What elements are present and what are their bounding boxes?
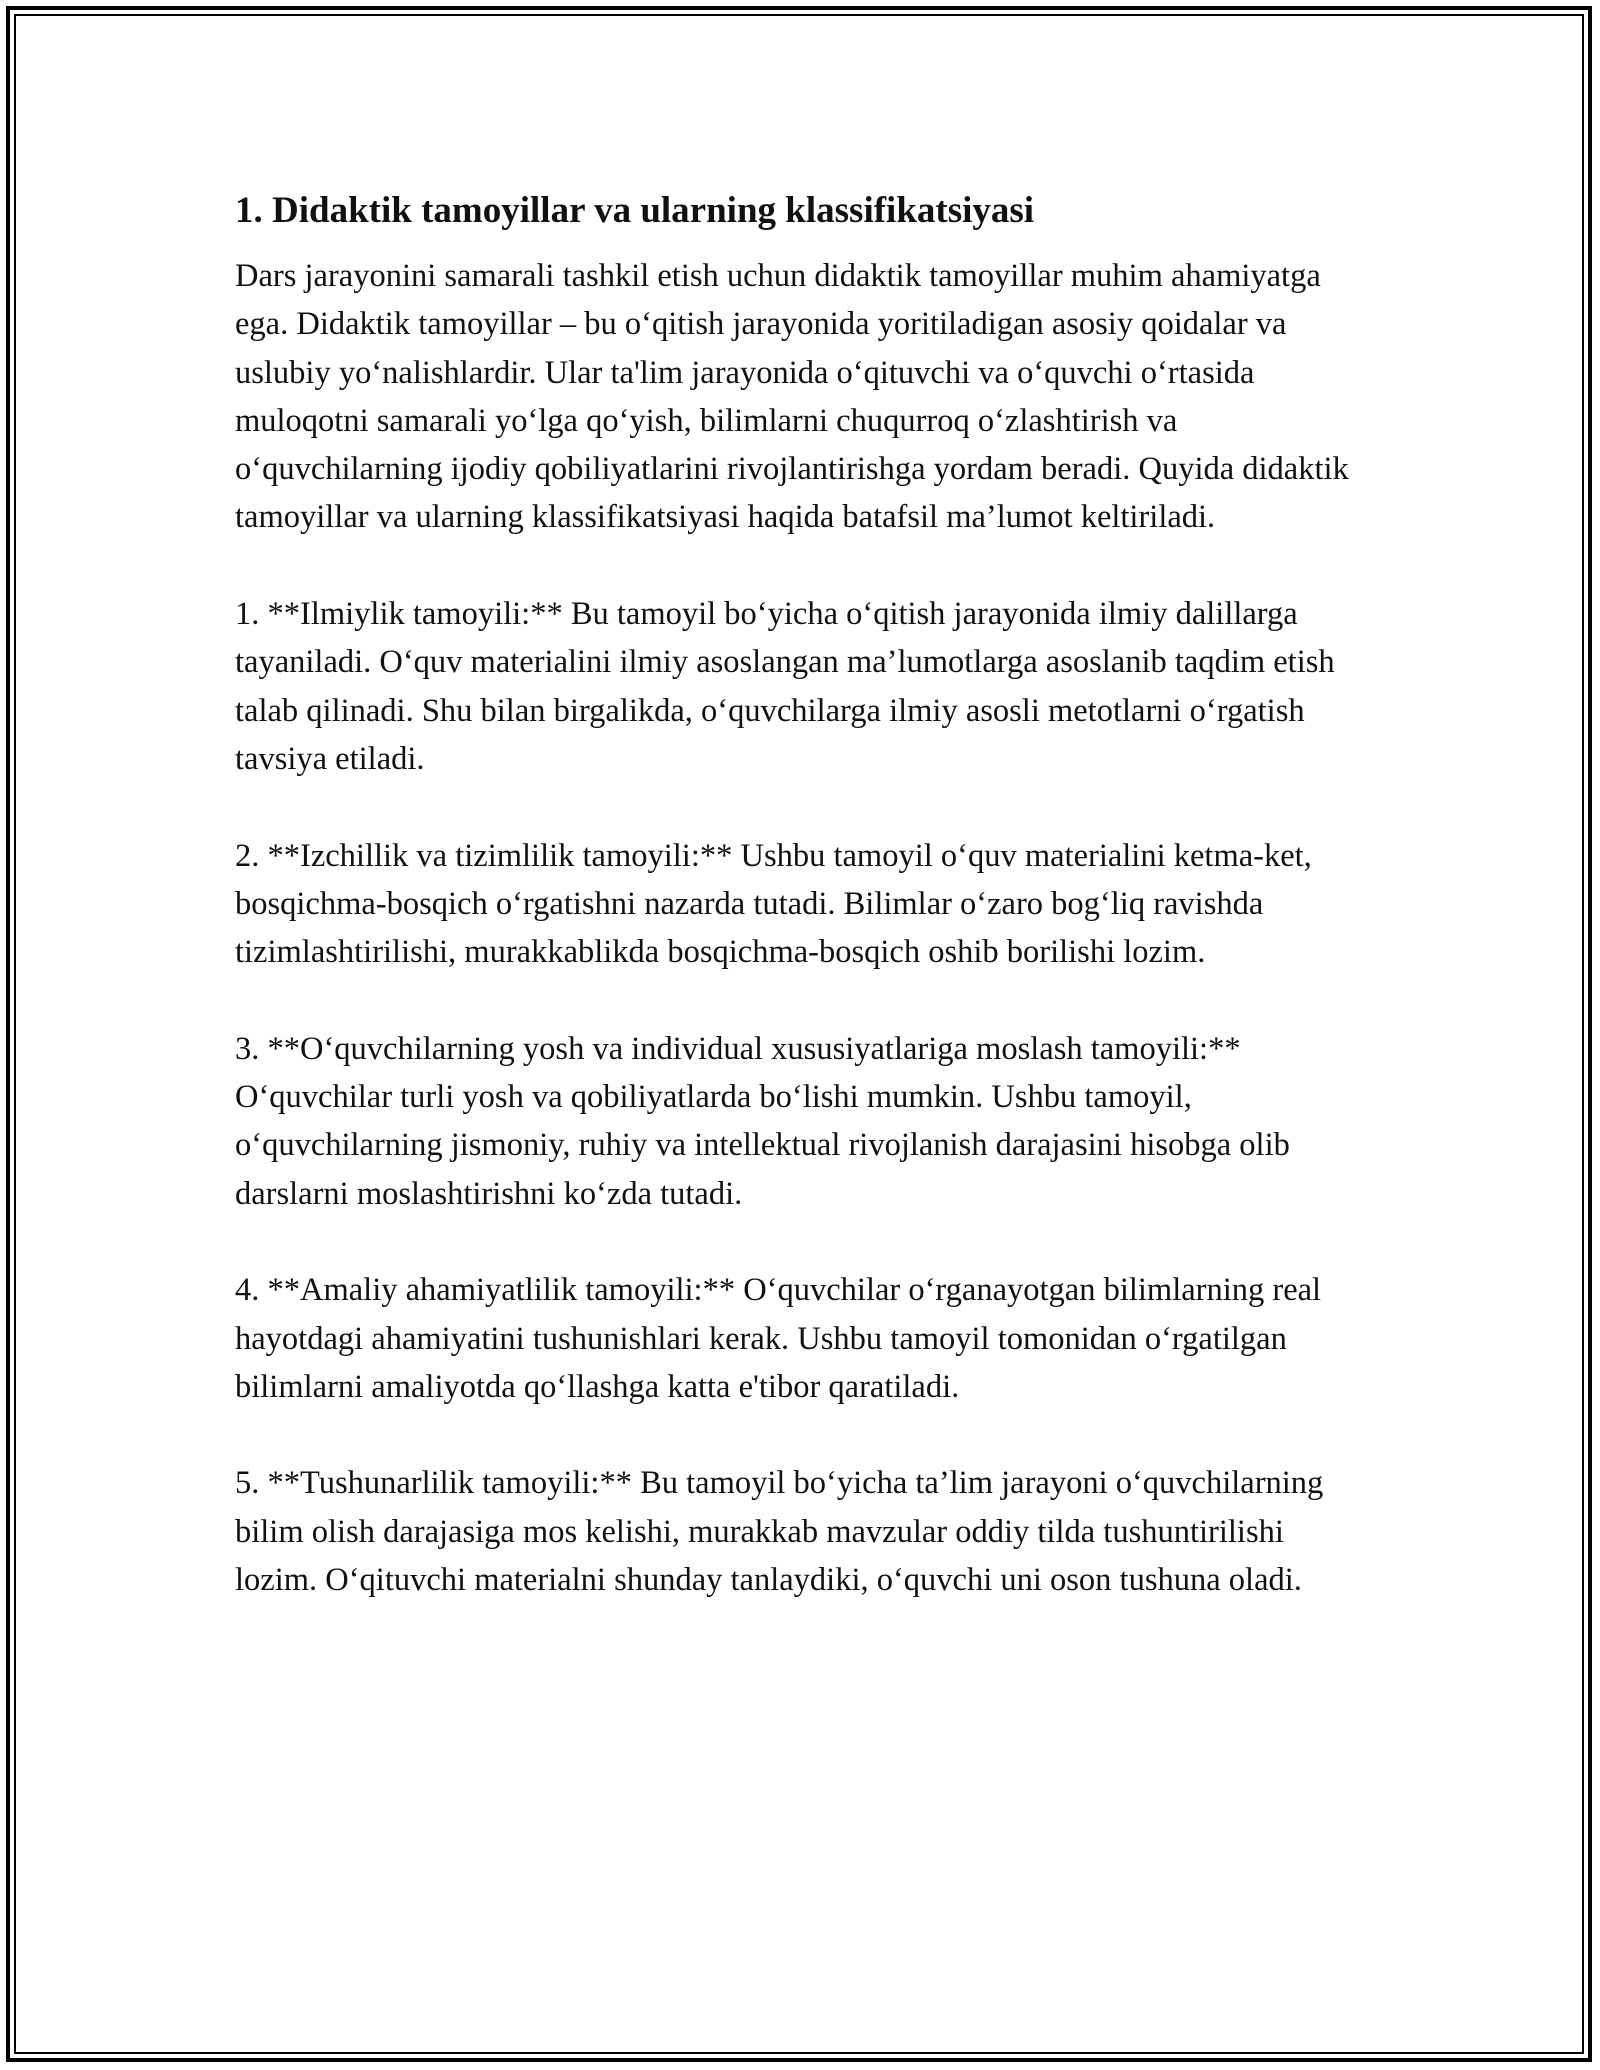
principle-paragraph-5: 5. **Tushunarlilik tamoyili:** Bu tamoyil bo‘yicha ta’lim jarayoni o‘quvchilarning bilim olish darajasiga mos kelishi, murakkab mavzular oddiy tilda tushuntirilishi lozim. O‘qituvchi materialni shunday tanlaydiki, o‘quvchi uni oson tushuna oladi. (235, 1465, 1324, 1599)
document-title: 1. Didaktik tamoyillar va ularning klassifikatsiyasi (235, 190, 1035, 231)
principle-paragraph-4: 4. **Amaliy ahamiyatlilik tamoyili:** O‘quvchilar o‘rganayotgan bilimlarning real hayotdagi ahamiyatini tushunishlari kerak. Ushbu tamoyil tomonidan o‘rgatilgan bilimlarni amaliyotda qo‘llashga katta e'tibor qaratiladi. (235, 1272, 1322, 1405)
intro-paragraph: Dars jarayonini samarali tashkil etish uchun didaktik tamoyillar muhim ahamiyatga ega. Didaktik tamoyillar – bu o‘qitish jarayonida yoritiladigan asosiy qoidalar va uslubiy yo‘nalishlardir. Ular ta'lim jarayonida o‘qituvchi va o‘quvchi o‘rtasida muloqotni samarali yo‘lga qo‘yish, bilimlarni chuqurroq o‘zlashtirish va o‘quvchilarning ijodiy qobiliyatlarini rivojlantirishga yordam beradi. Quyida didaktik tamoyillar va ularning klassifikatsiyasi haqida batafsil ma’lumot keltiriladi. (235, 258, 1349, 536)
principle-paragraph-3: 3. **O‘quvchilarning yosh va individual xususiyatlariga moslash tamoyili:** O‘quvchilar turli yosh va qobiliyatlarda bo‘lishi mumkin. Ushbu tamoyil, o‘quvchilarning jismoniy, ruhiy va intellektual rivojlanish darajasini hisobga olib darslarni moslashtirishni ko‘zda tutadi. (235, 1030, 1290, 1212)
principle-paragraph-2: 2. **Izchillik va tizimlilik tamoyili:** Ushbu tamoyil o‘quv materialini ketma-ket, bosqichma-bosqich o‘rgatishni nazarda tutadi. Bilimlar o‘zaro bog‘liq ravishda tizimlashtirilishi, murakkablikda bosqichma-bosqich oshib borilishi lozim. (235, 837, 1312, 971)
principle-paragraph-1: 1. **Ilmiylik tamoyili:** Bu tamoyil bo‘yicha o‘qitish jarayonida ilmiy dalillarga tayaniladi. O‘quv materialini ilmiy asoslangan ma’lumotlarga asoslanib taqdim etish talab qilinadi. Shu bilan birgalikda, o‘quvchilarga ilmiy asosli metotlarni o‘rgatish tavsiya etiladi. (235, 596, 1335, 777)
document-body (235, 186, 1370, 1653)
